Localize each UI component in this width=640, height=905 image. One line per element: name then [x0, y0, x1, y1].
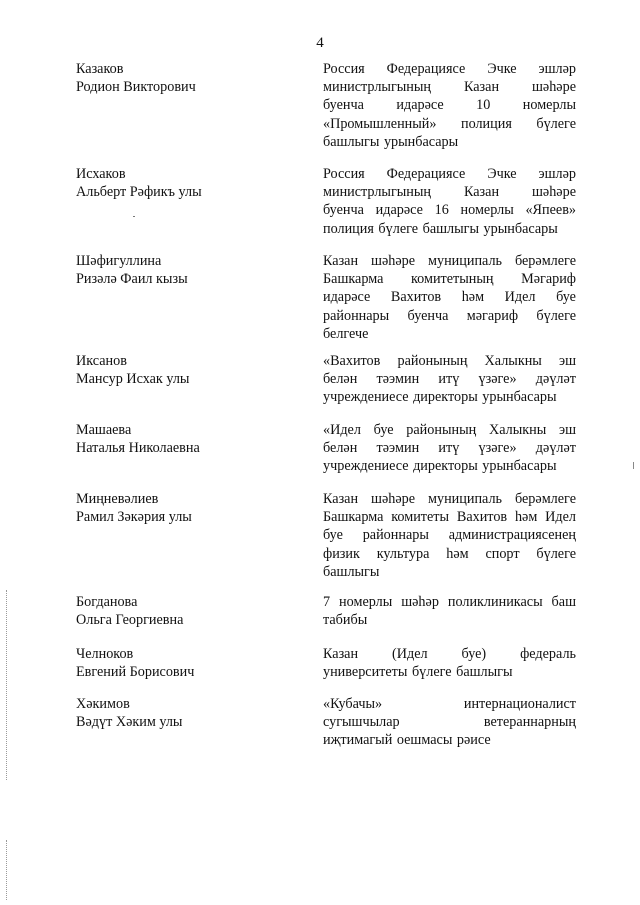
position-line: Казан шәһәре муниципаль берәмлеге: [323, 491, 576, 507]
person-name: [76, 352, 296, 388]
position-description: [323, 352, 576, 407]
position-line: «Кубачы» интернационалист: [323, 696, 576, 712]
page-number: 4: [316, 35, 324, 51]
position-description: [323, 165, 576, 238]
position-line: идарәсе Вахитов һәм Идел буе: [323, 289, 576, 306]
surname: Иксанов: [76, 353, 127, 369]
position-line: сугышчылар ветераннарның: [323, 714, 576, 731]
position-line: буенча идарәсе 10 номерлы: [323, 97, 576, 114]
position-line: университеты бүлеге башлыгы: [323, 664, 513, 681]
given-names: Ризәлә Фаил кызы: [76, 271, 188, 287]
given-names: Евгений Борисович: [76, 664, 195, 680]
position-description: [323, 490, 576, 581]
position-line: учреждениесе директоры урынбасары: [323, 389, 557, 406]
position-line: министрлыгының Казан шәһәре: [323, 79, 576, 96]
position-line: Башкарма комитетының Мәгариф: [323, 271, 576, 288]
surname: Челноков: [76, 646, 134, 662]
position-line: белән тәэмин итү үзәге» дәүләт: [323, 440, 576, 457]
surname: Шәфигуллина: [76, 253, 162, 269]
person-name: [76, 645, 296, 681]
position-description: [323, 593, 576, 629]
person-name: [76, 695, 296, 731]
position-description: [323, 60, 576, 151]
given-names: Альберт Рәфикъ улы: [76, 184, 202, 200]
surname: Исхаков: [76, 166, 126, 182]
given-names: Наталья Николаевна: [76, 440, 200, 456]
given-names: Вәдүт Хәким улы: [76, 714, 183, 730]
scan-tick-mark: [133, 216, 135, 217]
position-line: буенча идарәсе 16 номерлы «Япеев»: [323, 202, 576, 219]
surname: Казаков: [76, 61, 124, 77]
position-line: башлыгы: [323, 563, 380, 580]
surname: Хәкимов: [76, 696, 130, 712]
position-description: [323, 252, 576, 343]
position-line: «Промышленный» полиция бүлеге: [323, 115, 576, 132]
position-line: министрлыгының Казан шәһәре: [323, 184, 576, 201]
position-description: [323, 645, 576, 681]
position-line: буе районнары администрациясенең: [323, 527, 576, 544]
position-description: [323, 695, 576, 750]
position-line: Россия Федерациясе Эчке эшләр: [323, 61, 576, 77]
person-name: [76, 593, 296, 629]
position-description: [323, 421, 576, 476]
position-line: «Идел буе районының Халыкны эш: [323, 422, 576, 438]
position-line: табибы: [323, 612, 368, 629]
position-line: Башкарма комитеты Вахитов һәм Идел: [323, 509, 576, 526]
given-names: Ольга Георгиевна: [76, 612, 184, 628]
position-line: учреждениесе директоры урынбасары: [323, 458, 557, 475]
position-line: 7 номерлы шәһәр поликлиникасы баш: [323, 594, 576, 610]
position-line: Россия Федерациясе Эчке эшләр: [323, 166, 576, 182]
given-names: Рамил Зәкәрия улы: [76, 509, 192, 525]
position-line: физик культура һәм спорт бүлеге: [323, 545, 576, 562]
given-names: Мансур Исхак улы: [76, 371, 190, 387]
position-line: Казан шәһәре муниципаль берәмлеге: [323, 253, 576, 269]
position-line: Казан (Идел буе) федераль: [323, 646, 576, 662]
person-name: [76, 60, 296, 96]
scan-margin-dots: [6, 590, 9, 780]
surname: Машаева: [76, 422, 132, 438]
scan-margin-dots: [6, 840, 9, 900]
person-name: [76, 165, 296, 201]
person-name: [76, 252, 296, 288]
position-line: белән тәэмин итү үзәге» дәүләт: [323, 371, 576, 388]
position-line: башлыгы урынбасары: [323, 133, 459, 150]
position-line: белгече: [323, 325, 369, 342]
scan-edge-mark: [633, 462, 634, 469]
person-name: [76, 490, 296, 526]
surname: Богданова: [76, 594, 138, 610]
surname: Миңневәлиев: [76, 491, 159, 507]
position-line: полиция бүлеге башлыгы урынбасары: [323, 220, 558, 237]
given-names: Родион Викторович: [76, 79, 196, 95]
position-line: иҗтимагый оешмасы рәисе: [323, 732, 491, 749]
position-line: «Вахитов районының Халыкны эш: [323, 353, 576, 369]
person-name: [76, 421, 296, 457]
position-line: районнары буенча мәгариф бүлеге: [323, 307, 576, 324]
